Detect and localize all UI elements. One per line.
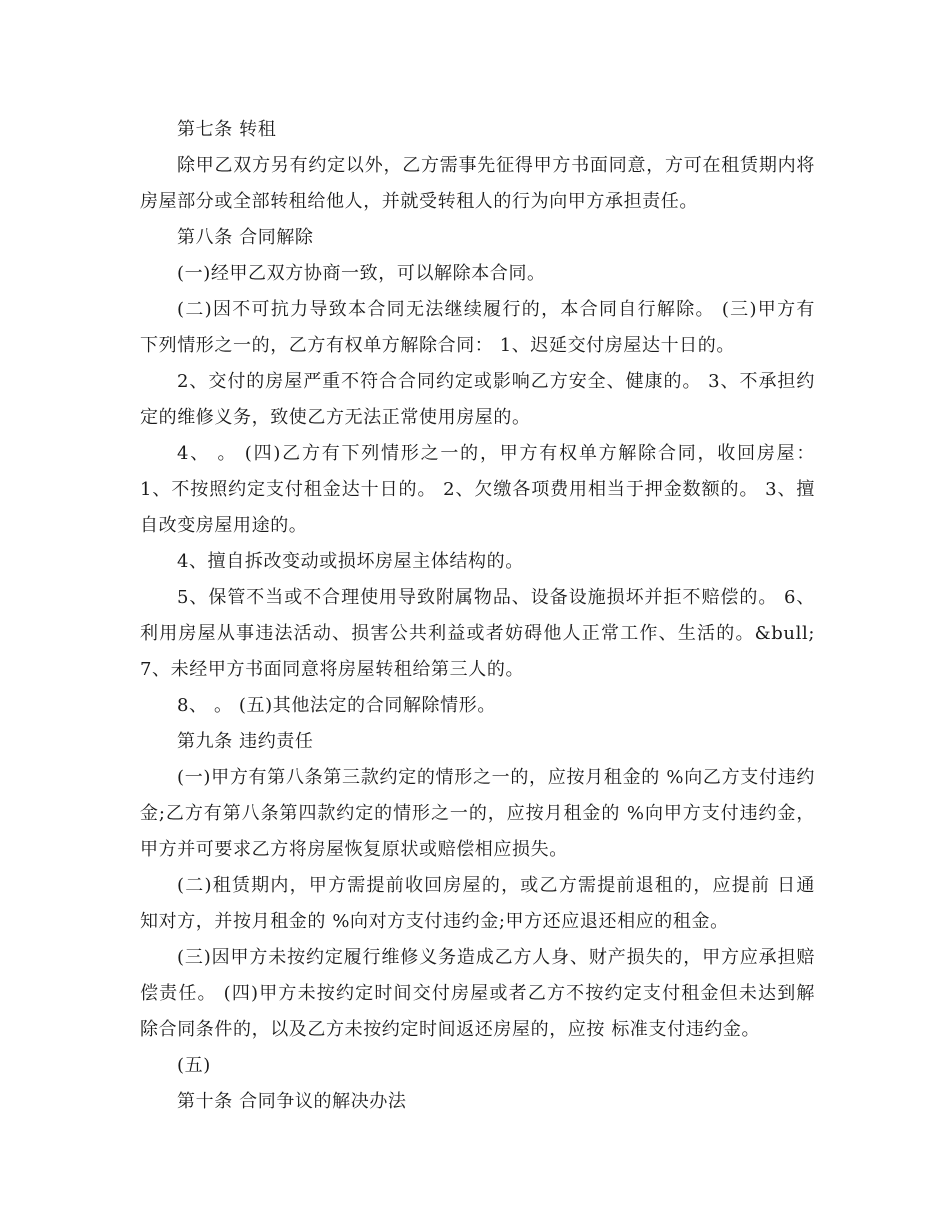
document-line: 除甲乙双方另有约定以外，乙方需事先征得甲方书面同意，方可在租赁期内将	[177, 155, 815, 176]
document-line: (二)因不可抗力导致本合同无法继续履行的，本合同自行解除。 (三)甲方有	[177, 299, 815, 320]
document-line: (五)	[177, 1055, 211, 1076]
document-line: 8、 。 (五)其他法定的合同解除情形。	[177, 695, 496, 716]
document-line: 7、未经甲方书面同意将房屋转租给第三人的。	[140, 659, 525, 680]
document-line: 第九条 违约责任	[177, 731, 314, 752]
document-line: 知对方，并按月租金的 %向对方支付违约金;甲方还应退还相应的租金。	[140, 911, 729, 932]
document-line: 5、保管不当或不合理使用导致附属物品、设备设施损坏并拒不赔偿的。 6、	[177, 587, 815, 608]
document-line: 房屋部分或全部转租给他人，并就受转租人的行为向甲方承担责任。	[140, 191, 698, 212]
document-line: 1、不按照约定支付租金达十日的。 2、欠缴各项费用相当于押金数额的。 3、擅	[140, 479, 815, 500]
document-line: (二)租赁期内，甲方需提前收回房屋的，或乙方需提前退租的，应提前 日通	[177, 875, 815, 896]
document-line: (一)甲方有第八条第三款约定的情形之一的，应按月租金的 %向乙方支付违约	[177, 767, 815, 788]
document-line: 2、交付的房屋严重不符合合同约定或影响乙方安全、健康的。 3、不承担约	[177, 371, 815, 392]
document-line: 第七条 转租	[177, 119, 277, 140]
document-line: 第十条 合同争议的解决办法	[177, 1091, 407, 1112]
document-line: 金;乙方有第八条第四款约定的情形之一的，应按月租金的 %向甲方支付违约金，	[140, 803, 815, 824]
document-line: 偿责任。 (四)甲方未按约定时间交付房屋或者乙方不按约定支付租金但未达到解	[140, 983, 815, 1004]
document-line: 除合同条件的，以及乙方未按约定时间返还房屋的，应按 标准支付违约金。	[140, 1019, 761, 1040]
document-line: (三)因甲方未按约定履行维修义务造成乙方人身、财产损失的，甲方应承担赔	[177, 947, 815, 968]
document-line: 甲方并可要求乙方将房屋恢复原状或赔偿相应损失。	[140, 839, 568, 860]
document-line: 自改变房屋用途的。	[140, 515, 308, 536]
document-line: (一)经甲乙双方协商一致，可以解除本合同。	[177, 263, 546, 284]
document-line: 4、 。 (四)乙方有下列情形之一的，甲方有权单方解除合同，收回房屋：	[177, 443, 815, 464]
document-line: 第八条 合同解除	[177, 227, 314, 248]
document-line: 利用房屋从事违法活动、损害公共利益或者妨碍他人正常工作、生活的。&bull;	[140, 623, 815, 644]
document-body	[140, 112, 815, 1120]
document-line: 下列情形之一的，乙方有权单方解除合同： 1、迟延交付房屋达十日的。	[140, 335, 735, 356]
document-line: 定的维修义务，致使乙方无法正常使用房屋的。	[140, 407, 531, 428]
document-line: 4、擅自拆改变动或损坏房屋主体结构的。	[177, 551, 524, 572]
